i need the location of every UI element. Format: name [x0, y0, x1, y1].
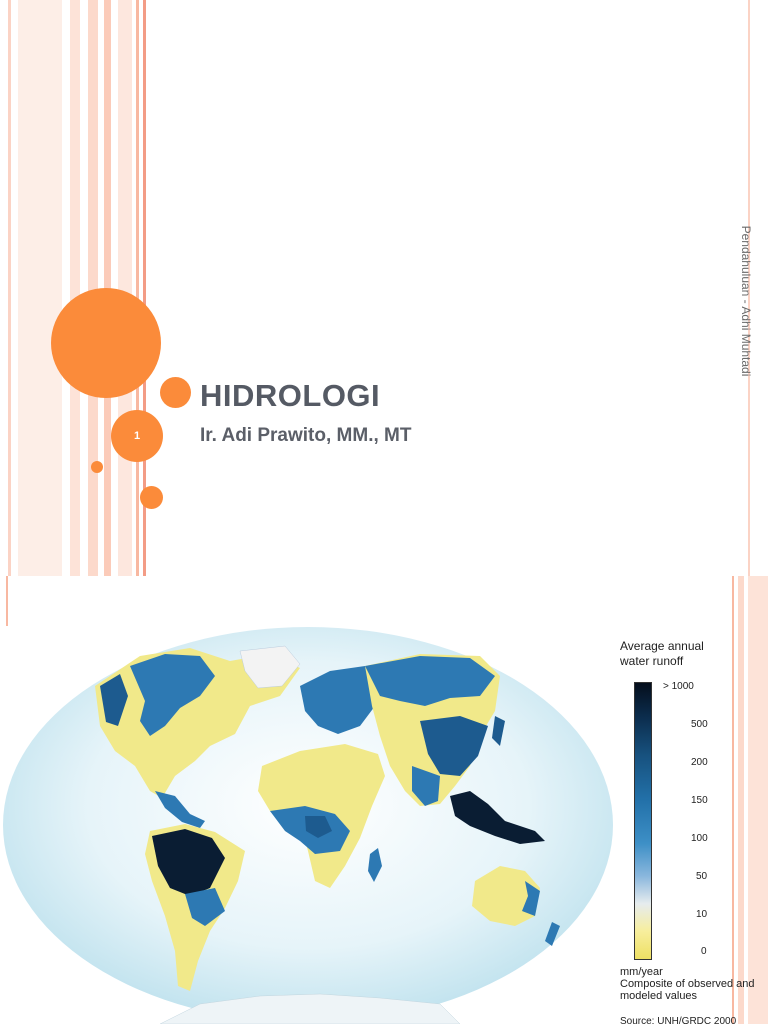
decor-circle-small [91, 461, 103, 473]
decor-stripe [732, 576, 734, 1024]
legend-tick: > 1000 [663, 681, 694, 692]
legend-unit-label: mm/year [620, 966, 663, 978]
decor-stripe [738, 576, 744, 1024]
legend-color-scale [634, 682, 652, 960]
legend-tick: 100 [691, 833, 708, 844]
legend-tick: 500 [691, 719, 708, 730]
decor-circle-large [51, 288, 161, 398]
decor-stripe [70, 0, 80, 576]
world-runoff-map [0, 626, 615, 1024]
legend-tick: 10 [696, 909, 708, 920]
decor-stripe [118, 0, 132, 576]
slide-number: 1 [133, 430, 141, 442]
legend-tick: 50 [696, 871, 708, 882]
decor-stripe [6, 576, 8, 626]
legend-note: Composite of observed and modeled values [620, 978, 755, 1002]
decor-circle [160, 377, 191, 408]
legend-title: Average annual water runoff [620, 639, 704, 668]
legend-tick: 150 [691, 795, 708, 806]
legend-tick: 0 [701, 946, 707, 957]
slide-title: HIDROLOGI [200, 378, 381, 413]
map-slide [0, 576, 768, 1024]
decor-stripe [8, 0, 11, 576]
slide-subtitle: Ir. Adi Prawito, MM., MT [200, 425, 412, 446]
legend-unit [620, 966, 760, 1002]
decor-circle [140, 486, 163, 509]
legend-tick: 200 [691, 757, 708, 768]
side-caption: Pendahuluan - Adhi Muhtadi [739, 225, 753, 377]
decor-stripe [18, 0, 62, 576]
decor-stripe [748, 576, 768, 1024]
decor-stripe [136, 0, 139, 576]
legend-source: Source: UNH/GRDC 2000 [620, 1016, 737, 1024]
